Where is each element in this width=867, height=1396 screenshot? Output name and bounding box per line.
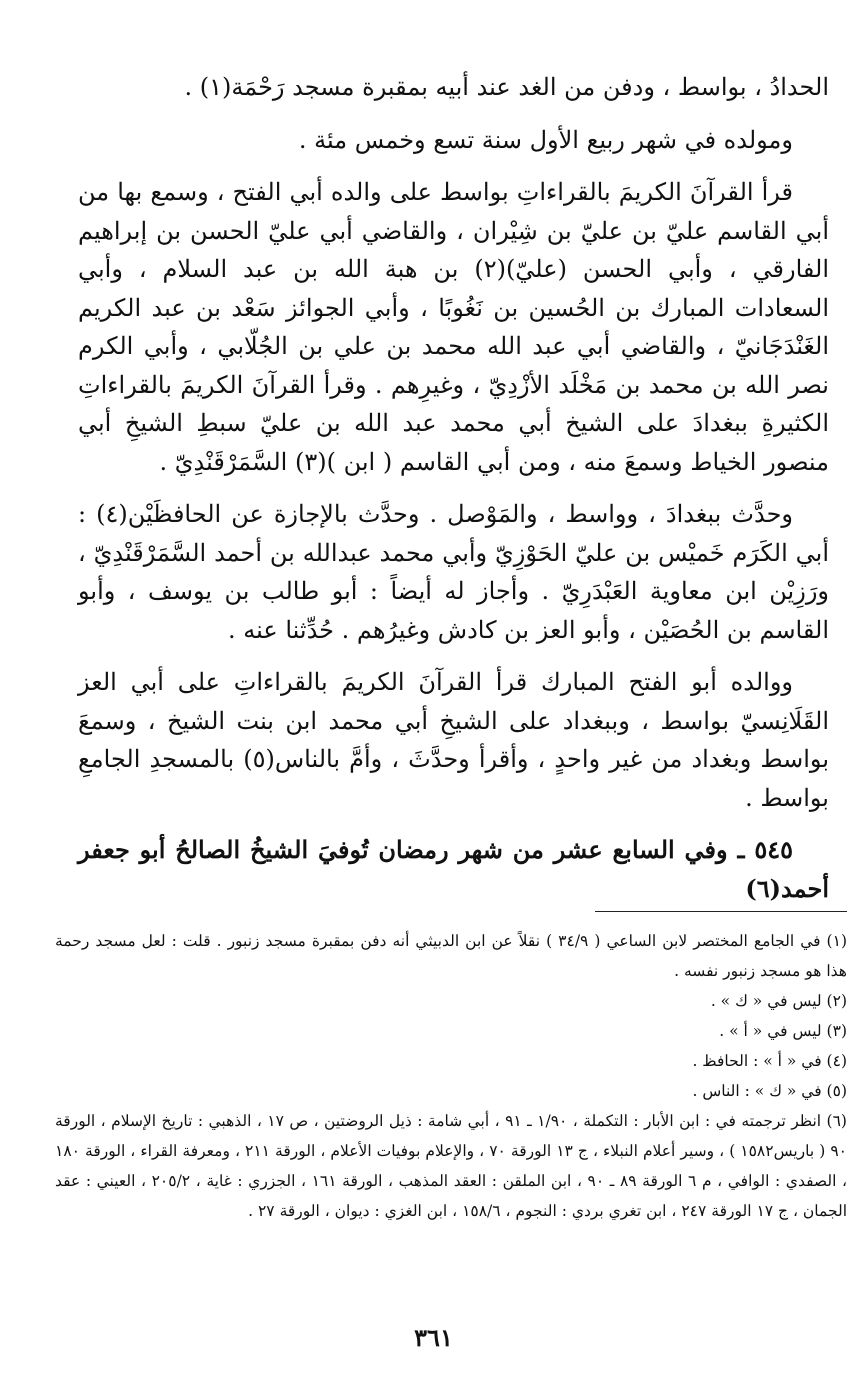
paragraph-teachers: قرأ القرآنَ الكريمَ بالقراءاتِ بواسط على والده أبي الفتح ، وسمع بها من أبي القاسم عليّ بن عليّ بن شِيْران ، والقاضي أبي عليّ الحسن بن إبراهيم الفارقي ، وأبي الحسن (عليّ)(٢) بن هبة الله بن عبد السلام ، وأبي السعادات المبارك بن الحُسين بن نَغُوبًا ، وأبي الجوائز سَعْد بن عبد الكريم الغَنْدَجَانيّ ، والقاضي أبي عبد الله محمد بن علي بن الجُلّابي ، وأبي الكرم نصر الله بن محمد بن مَخْلَد الأزْدِيّ ، وغيرِهم . وقرأ القرآنَ الكريمَ بالقراءاتِ الكثيرةِ ببغدادَ على الشيخ أبي محمد عبد الله بن عليّ سبطِ الشيخِ أبي منصور الخياط وسمعَ منه ، ومن أبي القاسم ( ابن )(٣) السَّمَرْقَنْدِيّ . [78, 178, 829, 476]
page-number: ٣٦١ [414, 1323, 453, 1352]
paragraph-birth: ومولده في شهر ربيع الأول سنة تسع وخمس مئة . [298, 125, 793, 154]
footnote-1: (١) في الجامع المختصر لابن الساعي ( ٣٤/٩ ) نقلاً عن ابن الدبيثي أنه دفن بمقبرة مسجد زنبور . قلت : لعل مسجد رحمة هذا هو مسجد زنبور نفسه . [55, 932, 847, 980]
paragraph-father: ووالده أبو الفتح المبارك قرأ القرآنَ الكريمَ بالقراءاتِ على أبي العز القَلَانِسيّ بواسط ، وببغداد على الشيخِ أبي محمد ابن بنت الشيخ ، وسمعَ بواسط وبغداد من غير واحدٍ ، وأقرأ وحدَّثَ ، وأمَّ بالناس(٥) بالمسجدِ الجامعِ بواسط . [78, 668, 829, 812]
footnote-divider [595, 911, 847, 912]
paragraph-entry-545: ٥٤٥ ـ وفي السابع عشر من شهر رمضان تُوفيَ الشيخُ الصالحُ أبو جعفر أحمد(٦) [78, 835, 829, 903]
footnote-4: (٤) في « أ » : الحافظ . [692, 1052, 847, 1070]
footnote-3: (٣) ليس في « أ » . [719, 1022, 847, 1040]
main-text [78, 68, 829, 922]
paragraph-narration: وحدَّث ببغدادَ ، وواسط ، والمَوْصل . وحدَّث بالإجازة عن الحافظَيْن(٤) : أبي الكَرَم خَميْس بن عليّ الحَوْزِيّ وأبي محمد عبدالله بن أحمد السَّمَرْقَنْدِيّ ، ورَزِيْن ابن معاوية العَبْدَرِيّ . وأجاز له أيضاً : أبو طالب بن يوسف ، وأبو القاسم بن الحُصَيْن ، وأبو العز بن كادش وغيرُهم . حُدِّثنا عنه . [78, 500, 829, 644]
footnote-2: (٢) ليس في « ك » . [710, 992, 847, 1010]
footnotes [55, 926, 847, 1226]
footnote-5: (٥) في « ك » : الناس . [692, 1082, 847, 1100]
footnote-6: (٦) انظر ترجمته في : ابن الأبار : التكملة ، ١/٩٠ ـ ٩١ ، أبي شامة : ذيل الروضتين ، ص ١٧ ، الذهبي : تاريخ الإسلام ، الورقة ٩٠ ( باريس١٥٨٢ ) ، وسير أعلام النبلاء ، ج ١٣ الورقة ٧٠ ، والإعلام بوفيات الأعلام ، الورقة ٢١١ ، ومعرفة القراء ، الورقة ١٨٠ ، الصفدي : الوافي ، م ٦ الورقة ٨٩ ـ ٩٠ ، ابن الملقن : العقد المذهب ، الورقة ١٦١ ، الجزري : غاية ، ٢٠٥/٢ ، العيني : عقد الجمان ، ج ١٧ الورقة ٢٤٧ ، ابن تغري بردي : النجوم ، ١٥٨/٦ ، ابن الغزي : ديوان ، الورقة ٢٧ . [55, 1112, 847, 1220]
paragraph-burial: الحدادُ ، بواسط ، ودفن من الغد عند أبيه بمقبرة مسجد رَحْمَة(١) . [184, 73, 829, 101]
